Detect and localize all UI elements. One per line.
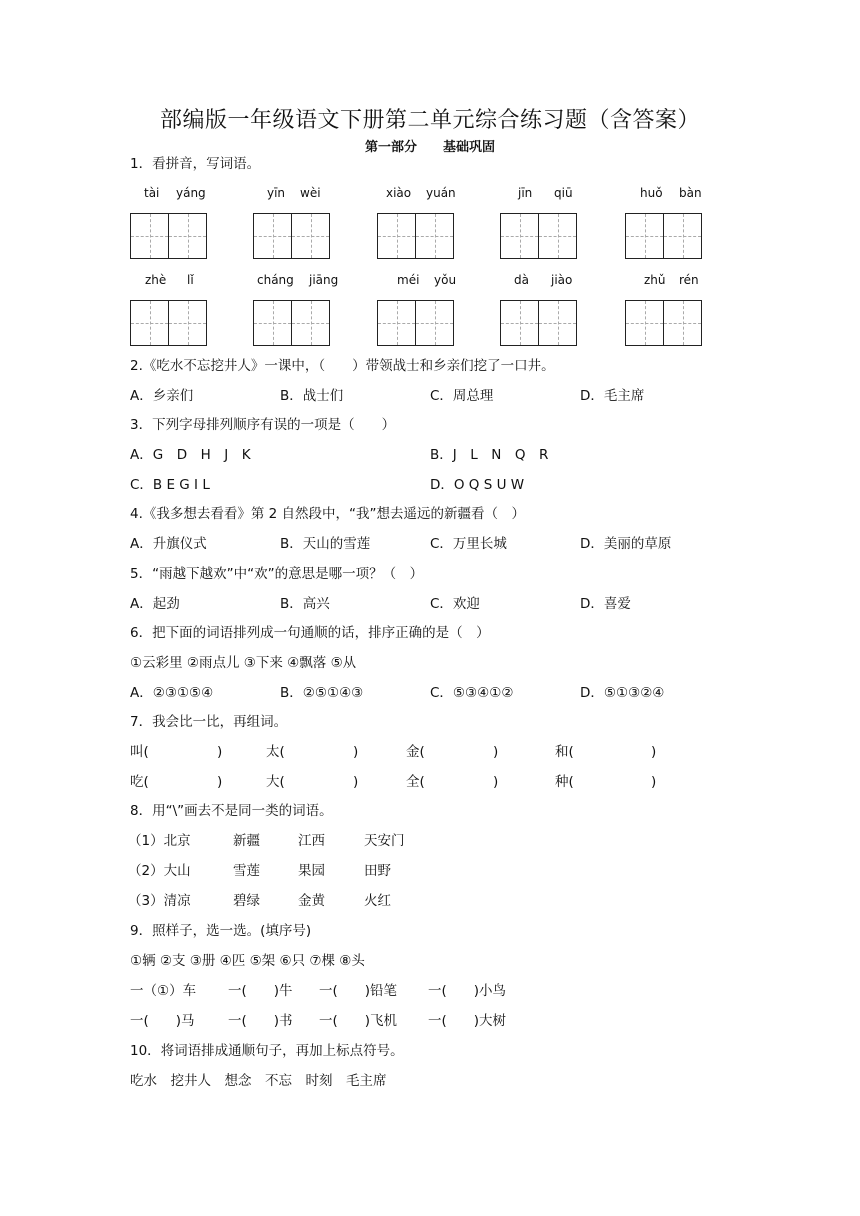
word-item[interactable]: 江西 xyxy=(298,833,325,849)
compare-char[interactable]: 和( xyxy=(555,744,574,760)
pinyin: xiào xyxy=(386,186,412,200)
question-9-prompt: 9．照样子，选一选。(填序号) xyxy=(130,923,312,939)
word-item[interactable]: 新疆 xyxy=(233,833,260,849)
page-title: 部编版一年级语文下册第二单元综合练习题（含答案） xyxy=(159,108,700,133)
writing-grid[interactable] xyxy=(377,213,454,259)
question-1-prompt: 1．看拼音，写词语。 xyxy=(130,156,261,172)
option-d[interactable]: D．⑤①③②④ xyxy=(580,685,665,701)
question-6-prompt: 6．把下面的词语排列成一句通顺的话，排序正确的是（ ） xyxy=(130,625,490,641)
compare-char[interactable]: 叫( xyxy=(130,744,149,760)
pinyin: cháng xyxy=(257,273,294,287)
compare-char[interactable]: 全( xyxy=(406,774,425,790)
paren-close: ) xyxy=(353,744,359,760)
option-c[interactable]: C．万里长城 xyxy=(430,536,507,552)
question-10-prompt: 10．将词语排成通顺句子，再加上标点符号。 xyxy=(130,1043,404,1059)
pinyin: jiào xyxy=(551,273,573,287)
compare-char[interactable]: 金( xyxy=(406,744,425,760)
paren-close: ) xyxy=(217,744,223,760)
pinyin: zhǔ xyxy=(644,273,666,287)
word-list: 吃水 挖井人 想念 不忘 时刻 毛主席 xyxy=(130,1073,387,1089)
option-b[interactable]: B．战士们 xyxy=(280,388,344,404)
blank-item[interactable]: 一（①）车 xyxy=(130,983,197,999)
word-item[interactable]: 火红 xyxy=(364,893,391,909)
blank-item[interactable]: 一( )飞机 xyxy=(319,1013,398,1029)
option-a[interactable]: A．G D H J K xyxy=(130,447,251,463)
option-b[interactable]: B．J L N Q R xyxy=(430,447,549,463)
writing-grid[interactable] xyxy=(253,213,330,259)
option-a[interactable]: A．②③①⑤④ xyxy=(130,685,214,701)
pinyin: lǐ xyxy=(187,273,194,287)
pinyin: jiāng xyxy=(309,273,339,287)
writing-grid[interactable] xyxy=(377,300,454,346)
option-b[interactable]: B．高兴 xyxy=(280,596,330,612)
option-b[interactable]: B．②⑤①④③ xyxy=(280,685,364,701)
pinyin: rén xyxy=(679,273,699,287)
pinyin: tài xyxy=(144,186,160,200)
writing-grid[interactable] xyxy=(130,300,207,346)
word-item[interactable]: 天安门 xyxy=(364,833,405,849)
word-item[interactable]: 果园 xyxy=(298,863,325,879)
paren-close: ) xyxy=(493,744,499,760)
option-c[interactable]: C．欢迎 xyxy=(430,596,480,612)
paren-close: ) xyxy=(353,774,359,790)
option-a[interactable]: A．升旗仪式 xyxy=(130,536,207,552)
writing-grid[interactable] xyxy=(500,213,577,259)
writing-grid[interactable] xyxy=(625,213,702,259)
option-a[interactable]: A．起劲 xyxy=(130,596,180,612)
blank-item[interactable]: 一( )小鸟 xyxy=(428,983,507,999)
blank-item[interactable]: 一( )大树 xyxy=(428,1013,507,1029)
question-8-prompt: 8．用“\”画去不是同一类的词语。 xyxy=(130,803,333,819)
word-item[interactable]: 田野 xyxy=(364,863,391,879)
measure-word-list: ①辆 ②支 ③册 ④匹 ⑤架 ⑥只 ⑦棵 ⑧头 xyxy=(130,953,365,969)
blank-item[interactable]: 一( )牛 xyxy=(228,983,293,999)
option-c[interactable]: C．⑤③④①② xyxy=(430,685,514,701)
compare-char[interactable]: 大( xyxy=(266,774,285,790)
blank-item[interactable]: 一( )铅笔 xyxy=(319,983,398,999)
pinyin: zhè xyxy=(145,273,167,287)
pinyin: dà xyxy=(514,273,529,287)
pinyin: wèi xyxy=(300,186,321,200)
option-c[interactable]: C．周总理 xyxy=(430,388,494,404)
question-7-prompt: 7．我会比一比，再组词。 xyxy=(130,714,288,730)
word-item[interactable]: 雪莲 xyxy=(233,863,260,879)
paren-close: ) xyxy=(651,744,657,760)
word-item[interactable]: （1）北京 xyxy=(128,833,191,849)
pinyin: huǒ xyxy=(640,186,663,200)
question-5-prompt: 5．“雨越下越欢”中“欢”的意思是哪一项？（ ） xyxy=(130,566,424,582)
compare-char[interactable]: 太( xyxy=(266,744,285,760)
option-a[interactable]: A．乡亲们 xyxy=(130,388,194,404)
pinyin: qiū xyxy=(554,186,573,200)
compare-char[interactable]: 种( xyxy=(555,774,574,790)
option-d[interactable]: D．喜爱 xyxy=(580,596,631,612)
option-d[interactable]: D．O Q S U W xyxy=(430,477,525,493)
paren-close: ) xyxy=(651,774,657,790)
blank-item[interactable]: 一( )书 xyxy=(228,1013,293,1029)
pinyin: bàn xyxy=(679,186,702,200)
pinyin: méi xyxy=(397,273,420,287)
pinyin: jīn xyxy=(518,186,533,200)
paren-close: ) xyxy=(493,774,499,790)
word-item[interactable]: （3）清凉 xyxy=(128,893,191,909)
option-d[interactable]: D．美丽的草原 xyxy=(580,536,672,552)
writing-grid[interactable] xyxy=(500,300,577,346)
word-item[interactable]: 金黄 xyxy=(298,893,325,909)
pinyin: yǒu xyxy=(434,273,457,287)
writing-grid[interactable] xyxy=(130,213,207,259)
option-c[interactable]: C．B E G I L xyxy=(130,477,210,493)
writing-grid[interactable] xyxy=(253,300,330,346)
blank-item[interactable]: 一( )马 xyxy=(130,1013,195,1029)
pinyin: yīn xyxy=(267,186,286,200)
pinyin: yáng xyxy=(176,186,206,200)
question-3-prompt: 3．下列字母排列顺序有误的一项是（ ） xyxy=(130,417,396,433)
option-b[interactable]: B．天山的雪莲 xyxy=(280,536,371,552)
compare-char[interactable]: 吃( xyxy=(130,774,149,790)
word-list: ①云彩里 ②雨点儿 ③下来 ④飘落 ⑤从 xyxy=(130,655,357,671)
question-4-prompt: 4.《我多想去看看》第 2 自然段中，“我”想去遥远的新疆看（ ） xyxy=(130,506,526,522)
option-d[interactable]: D．毛主席 xyxy=(580,388,645,404)
section-heading: 第一部分 基础巩固 xyxy=(364,140,495,155)
pinyin: yuán xyxy=(426,186,456,200)
word-item[interactable]: 碧绿 xyxy=(233,893,260,909)
paren-close: ) xyxy=(217,774,223,790)
question-2-prompt: 2.《吃水不忘挖井人》一课中，（ ）带领战士和乡亲们挖了一口井。 xyxy=(130,358,555,374)
writing-grid[interactable] xyxy=(625,300,702,346)
word-item[interactable]: （2）大山 xyxy=(128,863,191,879)
